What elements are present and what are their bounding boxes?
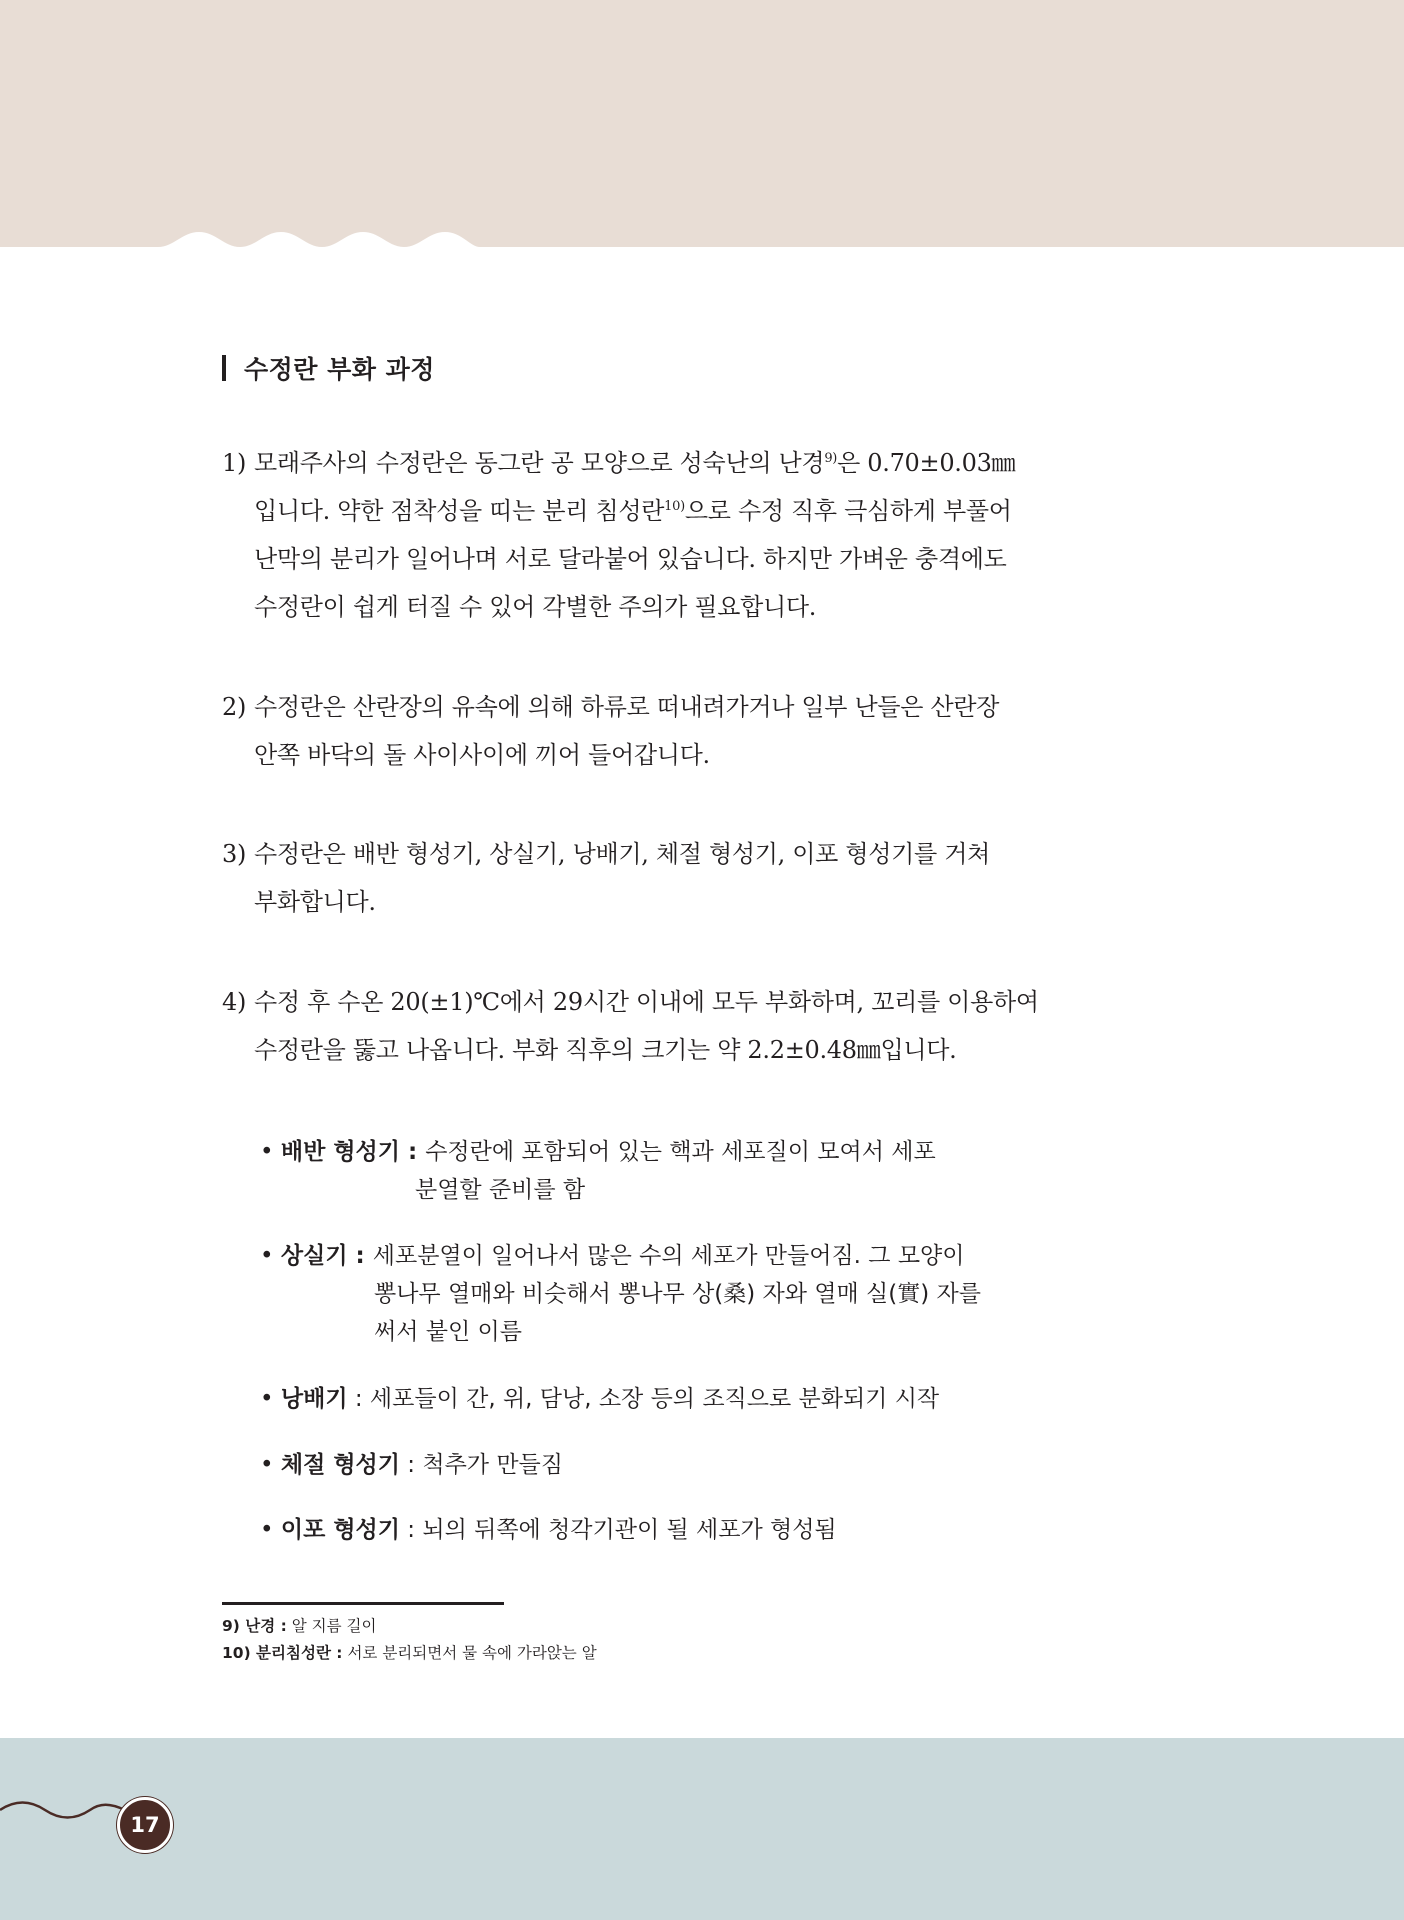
footnote-label: 10) 분리침성란 :	[222, 1644, 343, 1662]
paragraph-line: 난막의 분리가 일어나며 서로 달라붙어 있습니다. 하지만 가벼운 충격에도	[254, 545, 1007, 573]
footnote-10	[222, 1641, 597, 1663]
footnote-ref-9: 9)	[824, 451, 838, 466]
page-number-badge: 17	[117, 1797, 173, 1853]
paragraph-line: 수정란이 쉽게 터질 수 있어 각별한 주의가 필요합니다.	[254, 593, 817, 621]
list-item	[260, 1133, 936, 1203]
stage-desc-line: 척추가 만들짐	[422, 1452, 563, 1478]
stage-term: 상실기	[280, 1243, 348, 1269]
stage-desc-line: 세포들이 간, 위, 담낭, 소장 등의 조직으로 분화되기 시작	[369, 1386, 940, 1412]
paragraph-line	[222, 978, 1082, 1026]
paragraph-line	[222, 487, 1082, 535]
stage-desc-line: 분열할 준비를 함	[415, 1177, 586, 1203]
line-text: 수정란은 산란장의 유속에 의해 하류로 떠내려가거나 일부 난들은 산란장	[254, 693, 1000, 721]
bullet-dot: •	[260, 1139, 281, 1165]
paragraph-line: 안쪽 바닥의 돌 사이사이에 끼어 들어갑니다.	[254, 741, 710, 769]
footnote-label: 9) 난경 :	[222, 1617, 287, 1635]
top-decorative-band	[0, 0, 1404, 260]
term-separator: :	[347, 1386, 370, 1412]
term-separator: :	[400, 1517, 423, 1543]
paragraph-line	[222, 683, 1082, 731]
paragraph-number: 3)	[222, 840, 247, 868]
paragraph-number: 4)	[222, 988, 247, 1016]
paragraph-line	[222, 830, 1082, 878]
line-text: 입니다. 약한 점착성을 띠는 분리 침성란	[254, 497, 665, 525]
stage-desc-line: 뇌의 뒤쪽에 청각기관이 될 세포가 형성됨	[422, 1517, 837, 1543]
bullet-dot: •	[260, 1386, 281, 1412]
paragraph-2	[222, 683, 1082, 779]
line-text: 수정 후 수온 20(±1)℃에서 29시간 이내에 모두 부화하며, 꼬리를 이용하여	[254, 988, 1039, 1016]
paragraph-line: 부화합니다.	[254, 888, 376, 916]
bullet-dot: •	[260, 1517, 281, 1543]
stage-term: 이포 형성기	[280, 1517, 400, 1543]
footnote-ref-10: 10)	[664, 499, 685, 514]
stage-desc-line: 써서 붙인 이름	[374, 1319, 522, 1345]
stage-desc-line: 수정란에 포함되어 있는 핵과 세포질이 모여서 세포	[425, 1139, 936, 1165]
footnote-text: 서로 분리되면서 물 속에 가라앉는 알	[342, 1644, 597, 1662]
bullet-dot: •	[260, 1452, 281, 1478]
list-item	[260, 1237, 981, 1345]
line-text: 모래주사의 수정란은 동그란 공 모양으로 성숙난의 난경	[254, 449, 825, 477]
line-text: 수정란은 배반 형성기, 상실기, 낭배기, 체절 형성기, 이포 형성기를 거쳐	[254, 840, 991, 868]
footnote-9	[222, 1614, 376, 1636]
section-title-text: 수정란 부화 과정	[244, 355, 435, 384]
term-separator: :	[400, 1452, 423, 1478]
stage-desc-line: 세포분열이 일어나서 많은 수의 세포가 만들어짐. 그 모양이	[372, 1243, 965, 1269]
stage-term: 낭배기	[280, 1386, 348, 1412]
list-item	[260, 1380, 939, 1413]
stage-term: 체절 형성기	[280, 1452, 400, 1478]
paragraph-number: 1)	[222, 449, 247, 477]
bottom-decorative-band	[0, 1738, 1404, 1920]
paragraph-number: 2)	[222, 693, 247, 721]
list-item	[260, 1446, 563, 1479]
paragraph-3	[222, 830, 1082, 926]
term-separator: :	[347, 1243, 373, 1269]
line-text: 은 0.70±0.03㎜	[837, 449, 1016, 477]
list-item	[260, 1511, 837, 1544]
term-separator: :	[400, 1139, 426, 1165]
wave-line-decoration	[0, 1790, 130, 1830]
section-title	[222, 348, 435, 388]
line-text: 으로 수정 직후 극심하게 부풀어	[684, 497, 1012, 525]
paragraph-1	[222, 439, 1082, 631]
bullet-dot: •	[260, 1243, 281, 1269]
footnote-text: 알 지름 길이	[286, 1617, 377, 1635]
stage-term: 배반 형성기	[280, 1139, 400, 1165]
title-bar-marker	[222, 355, 226, 381]
stage-desc-line: 뽕나무 열매와 비슷해서 뽕나무 상(桑) 자와 열매 실(實) 자를	[374, 1281, 981, 1307]
paragraph-line: 수정란을 뚫고 나옵니다. 부화 직후의 크기는 약 2.2±0.48㎜입니다.	[254, 1036, 957, 1064]
footnote-divider	[222, 1602, 504, 1605]
paragraph-line	[222, 439, 1082, 487]
paragraph-4	[222, 978, 1082, 1074]
